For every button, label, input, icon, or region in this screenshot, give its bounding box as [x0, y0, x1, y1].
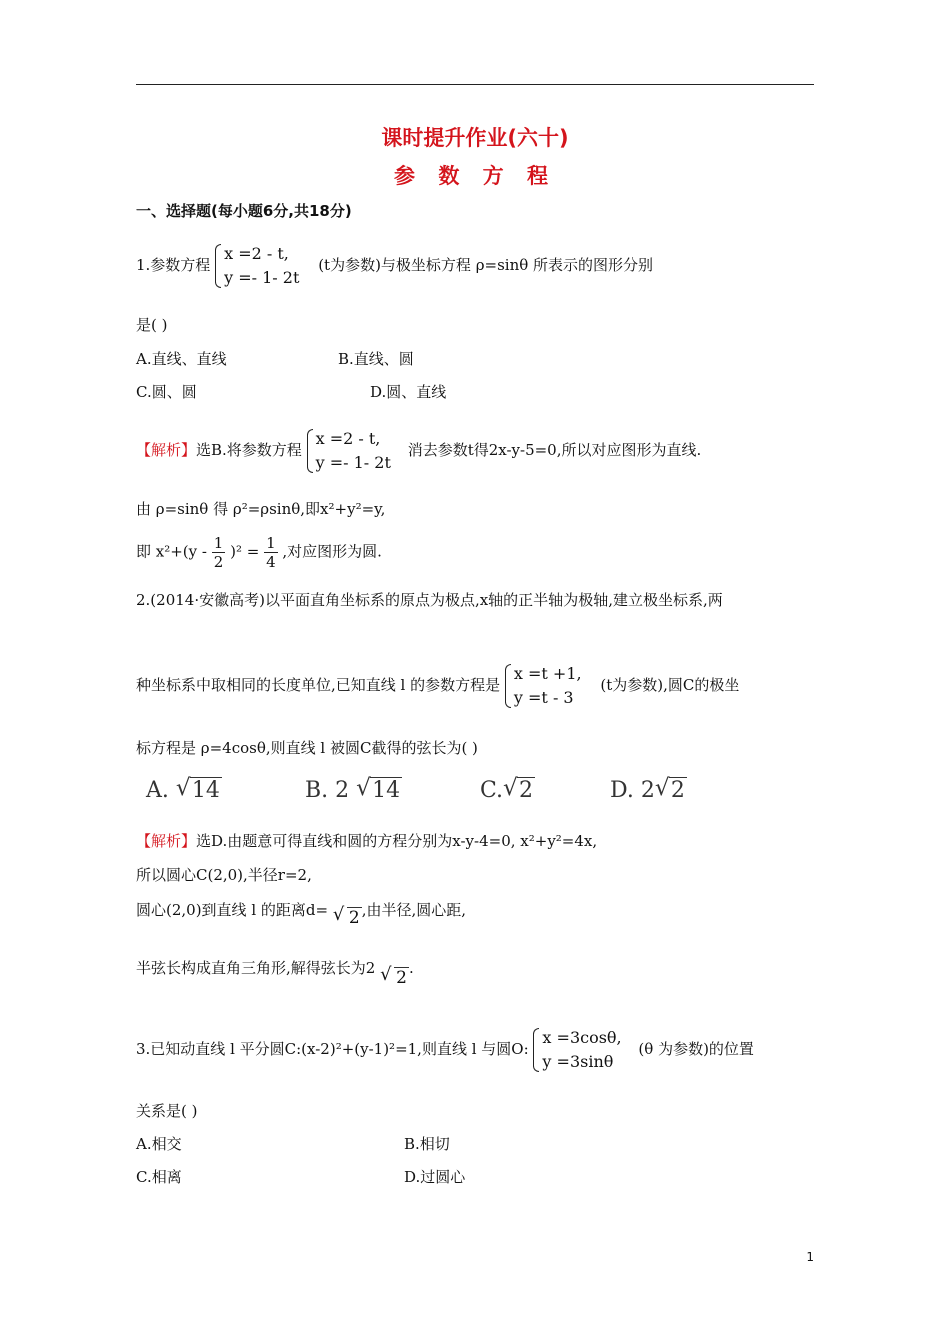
q2-solution-line2: 所以圆心C(2,0),半径r=2,: [136, 866, 312, 884]
q3-option-c: C.相离: [136, 1168, 182, 1186]
q3-stem-line2: 关系是( ): [136, 1102, 198, 1120]
q3-option-a: A.相交: [136, 1135, 182, 1153]
q1-option-b: B.直线、圆: [338, 350, 414, 368]
q1-stem-cont: 是( ): [136, 316, 168, 334]
q3-option-d: D.过圆心: [404, 1168, 466, 1186]
q2-option-b: B. 2 √ 14: [305, 778, 402, 803]
q2-solution-line3: 圆心(2,0)到直线 l 的距离d= √ 2 ,由半径,圆心距,: [136, 900, 466, 920]
q2-stem-line3: 标方程是 ρ=4cosθ,则直线 l 被圆C截得的弦长为( ): [136, 739, 478, 757]
solution-tag: 【解析】: [136, 832, 197, 850]
q1-option-d: D.圆、直线: [370, 383, 447, 401]
q2-solution-line1: 【解析】选D.由题意可得直线和圆的方程分别为x-y-4=0, x²+y²=4x,: [136, 832, 598, 850]
q1-stem: 1.参数方程 x =2 - t, y =- 1- 2t (t为参数)与极坐标方程 ρ=sinθ 所表示的图形分别: [136, 242, 653, 290]
q2-option-d: D. 2√ 2: [610, 778, 687, 803]
section-heading: 一、选择题(每小题6分,共18分): [136, 202, 352, 220]
q1-solution-line3: 即 x²+(y - $\frac{1}{2}$ )² = $\frac{1}{4}$ ,对应图形为圆.: [136, 534, 382, 571]
q2-solution-line4: 半弦长构成直角三角形,解得弦长为2 √ 2 .: [136, 958, 414, 978]
q1-option-a: A.直线、直线: [136, 350, 227, 368]
header-rule: [136, 84, 814, 85]
q3-stem-line1: 3.已知动直线 l 平分圆C:(x-2)²+(y-1)²=1,则直线 l 与圆O: x =3cosθ, y =3sinθ (θ 为参数)的位置: [136, 1026, 754, 1074]
q2-stem-line2: 种坐标系中取相同的长度单位,已知直线 l 的参数方程是 x =t +1, y =t - 3 (t为参数),圆C的极坐: [136, 662, 739, 710]
solution-tag: 【解析】: [136, 441, 197, 459]
q2-stem-line1: 2.(2014·安徽高考)以平面直角坐标系的原点为极点,x轴的正半轴为极轴,建立极坐标系,两: [136, 591, 723, 609]
q1-solution-system: x =2 - t, y =- 1- 2t: [307, 427, 391, 475]
q1-equation-system: x =2 - t, y =- 1- 2t: [215, 242, 299, 290]
q2-equation-system: x =t +1, y =t - 3: [505, 662, 582, 710]
q3-equation-system: x =3cosθ, y =3sinθ: [533, 1026, 621, 1074]
q2-option-a: A. √ 14: [146, 778, 222, 803]
page-subtitle: 参 数 方 程: [394, 164, 556, 188]
q1-option-c: C.圆、圆: [136, 383, 197, 401]
page-number: 1: [806, 1250, 814, 1264]
q3-option-b: B.相切: [404, 1135, 450, 1153]
q1-solution-line2: 由 ρ=sinθ 得 ρ²=ρsinθ,即x²+y²=y,: [136, 500, 386, 518]
page-title: 课时提升作业(六十): [381, 126, 569, 150]
q1-solution-line1: 【解析】选B.将参数方程 x =2 - t, y =- 1- 2t 消去参数t得2x-y-5=0,所以对应图形为直线.: [136, 427, 701, 475]
q2-option-c: C.√ 2: [480, 778, 535, 803]
